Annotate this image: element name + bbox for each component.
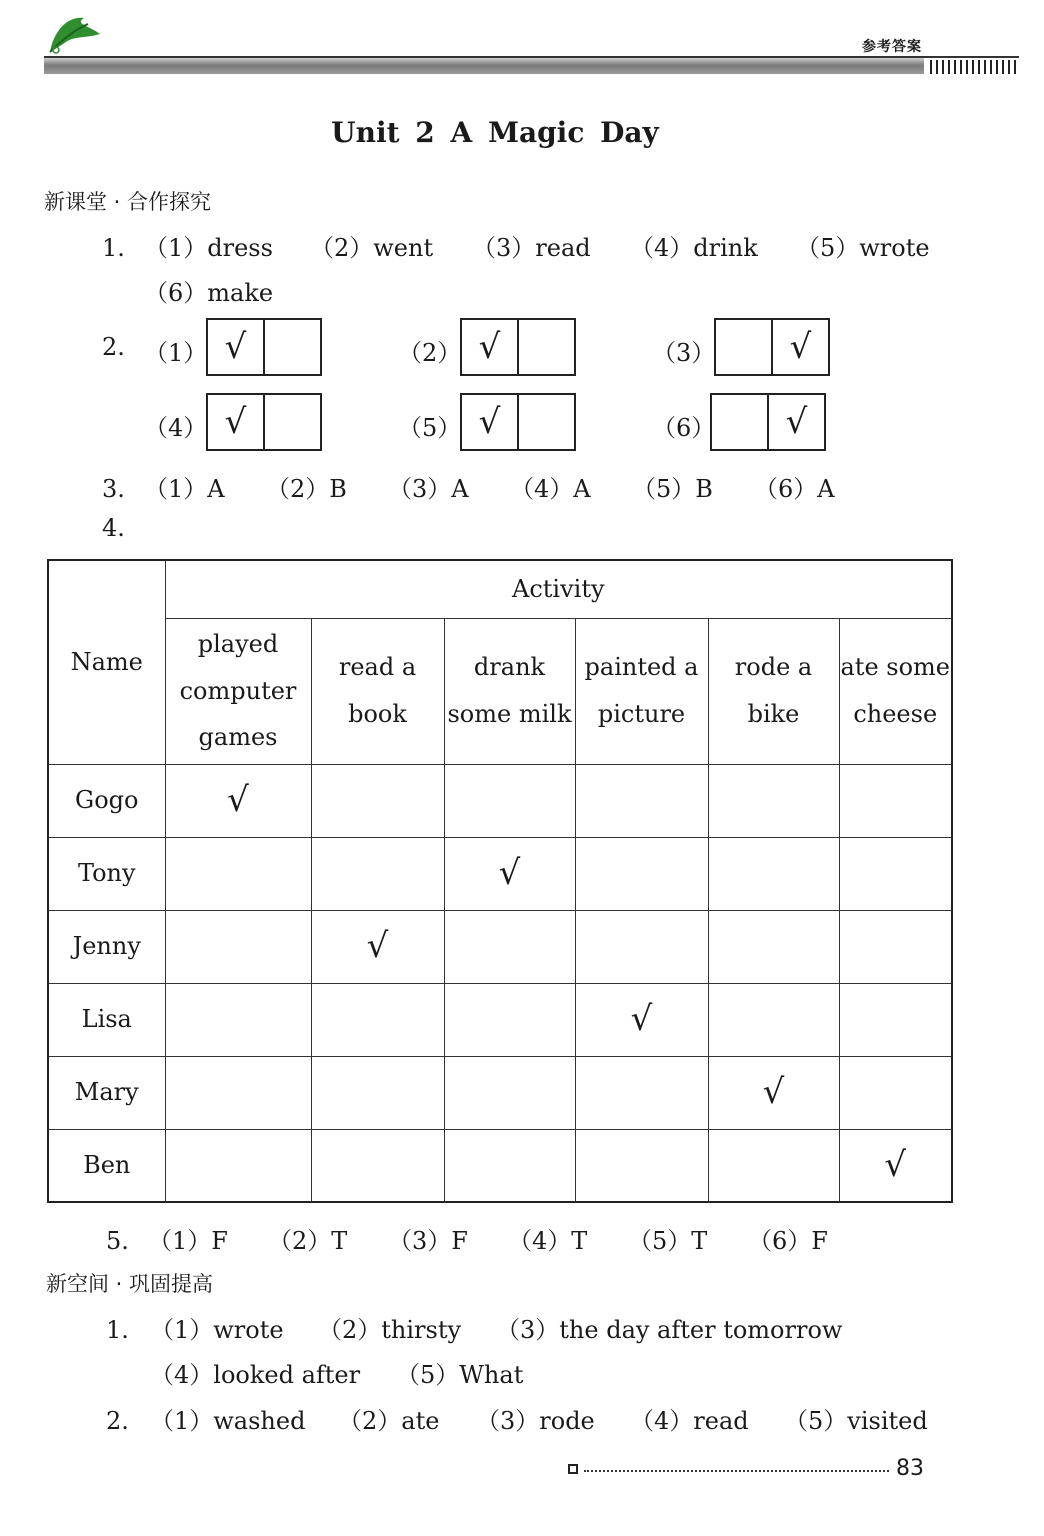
answer-item: （6）make	[144, 279, 274, 307]
row-name: Ben	[48, 1129, 165, 1202]
box-left: √	[208, 395, 265, 449]
table-cell	[575, 1129, 708, 1202]
row-name: Lisa	[48, 983, 165, 1056]
answer-item: （5）What	[396, 1361, 524, 1389]
activity-table	[47, 559, 953, 1203]
page-number: 83	[896, 1456, 924, 1481]
answer-item: （2）B	[266, 475, 347, 503]
s2-q1-line2	[150, 1355, 523, 1390]
s2-q2-line	[106, 1401, 928, 1436]
table-cell	[839, 910, 952, 983]
table-cell	[444, 1129, 575, 1202]
answer-item: （3）F	[388, 1227, 468, 1255]
answer-item: （5）visited	[784, 1407, 928, 1435]
q-number: 1.	[106, 1316, 129, 1344]
q2-label: （2）	[398, 339, 462, 367]
table-cell	[165, 983, 311, 1056]
table-cell	[444, 910, 575, 983]
table-cell	[839, 837, 952, 910]
q2-label: （1）	[144, 339, 208, 367]
tick-mark: √	[165, 764, 311, 837]
answer-item: （5）T	[628, 1227, 708, 1255]
q2-label: （3）	[652, 339, 716, 367]
activity-header: Activity	[165, 560, 952, 618]
table-row	[48, 1056, 952, 1129]
table-cell	[165, 910, 311, 983]
answer-item: （4）read	[630, 1407, 749, 1435]
table-row	[48, 1129, 952, 1202]
q-number: 1.	[102, 234, 125, 262]
tick-mark: √	[708, 1056, 839, 1129]
tick-mark: √	[311, 910, 444, 983]
answer-item: （4）A	[510, 475, 591, 503]
footer-dotted-rule	[584, 1470, 889, 1472]
section-heading-1: 新课堂 · 合作探究	[44, 190, 212, 214]
answer-item: （5）wrote	[796, 234, 930, 262]
activity-col-header: played computer games	[165, 618, 311, 764]
table-cell	[575, 910, 708, 983]
table-cell	[575, 1056, 708, 1129]
answer-item: （1）F	[148, 1227, 228, 1255]
answer-item: （6）F	[748, 1227, 828, 1255]
answer-box	[460, 318, 576, 376]
answer-item: （4）drink	[630, 234, 758, 262]
row-name: Gogo	[48, 764, 165, 837]
table-cell	[575, 837, 708, 910]
table-row	[48, 910, 952, 983]
box-left: √	[208, 320, 265, 374]
answer-item: （5）B	[632, 475, 713, 503]
header-bar	[44, 58, 924, 74]
s1-q5-line	[106, 1221, 828, 1256]
answer-item: （1）washed	[150, 1407, 306, 1435]
section-heading-2: 新空间 · 巩固提高	[46, 1272, 214, 1296]
table-cell	[444, 764, 575, 837]
tick-mark: √	[575, 983, 708, 1056]
q-number: 2.	[106, 1407, 129, 1435]
answer-item: （1）dress	[144, 234, 273, 262]
box-right	[519, 320, 574, 374]
row-name: Tony	[48, 837, 165, 910]
table-cell	[444, 1056, 575, 1129]
answer-item: （2）ate	[338, 1407, 440, 1435]
table-cell	[311, 1056, 444, 1129]
q2-label: （4）	[144, 414, 208, 442]
answer-box	[714, 318, 830, 376]
table-cell	[165, 837, 311, 910]
table-row	[48, 983, 952, 1056]
answer-item: （1）wrote	[150, 1316, 284, 1344]
activity-col-header: ate some cheese	[839, 618, 952, 764]
table-cell	[708, 910, 839, 983]
table-cell	[708, 764, 839, 837]
box-right: √	[785, 402, 808, 442]
answer-box	[206, 393, 322, 451]
answer-item: （4）looked after	[150, 1361, 361, 1389]
header-ticks	[930, 60, 1020, 74]
table-cell	[708, 837, 839, 910]
answer-item: （2）went	[310, 234, 434, 262]
table-cell	[839, 764, 952, 837]
footer-square	[568, 1464, 578, 1474]
answer-box	[206, 318, 322, 376]
activity-col-header: read a book	[311, 618, 444, 764]
header-label: 参考答案	[862, 39, 922, 55]
s1-q1-line1	[102, 228, 930, 263]
activity-col-header: rode a bike	[708, 618, 839, 764]
q-number: 3.	[102, 475, 125, 503]
box-left	[712, 395, 769, 449]
table-cell	[839, 1056, 952, 1129]
q-number: 4.	[102, 514, 125, 542]
table-cell	[708, 1129, 839, 1202]
s1-q3-line	[102, 469, 835, 504]
q-number: 5.	[106, 1227, 129, 1255]
tick-mark: √	[839, 1129, 952, 1202]
box-right	[265, 320, 320, 374]
table-cell	[311, 1129, 444, 1202]
leaf-logo	[44, 8, 104, 56]
table-cell	[839, 983, 952, 1056]
answer-box	[460, 393, 576, 451]
answer-item: （3）rode	[476, 1407, 595, 1435]
activity-col-header: drank some milk	[444, 618, 575, 764]
table-row	[48, 837, 952, 910]
tick-mark: √	[444, 837, 575, 910]
answer-item: （3）read	[472, 234, 591, 262]
row-name: Mary	[48, 1056, 165, 1129]
answer-box	[710, 393, 826, 451]
table-cell	[575, 764, 708, 837]
answer-item: （2）T	[268, 1227, 348, 1255]
box-left	[716, 320, 773, 374]
box-left: √	[462, 395, 519, 449]
table-cell	[311, 764, 444, 837]
name-header: Name	[48, 560, 165, 764]
answer-item: （4）T	[508, 1227, 588, 1255]
s2-q1-line1	[106, 1310, 842, 1345]
answer-item: （1）A	[144, 475, 225, 503]
answer-item: （3）the day after tomorrow	[496, 1316, 843, 1344]
answer-item: （3）A	[388, 475, 469, 503]
page-title: Unit 2 A Magic Day	[331, 116, 659, 149]
q-number: 2.	[102, 333, 125, 361]
q2-label: （6）	[652, 414, 716, 442]
table-cell	[311, 983, 444, 1056]
activity-table-body	[48, 764, 952, 1202]
box-right	[519, 395, 574, 449]
table-cell	[708, 983, 839, 1056]
box-right	[265, 395, 320, 449]
table-row	[48, 764, 952, 837]
table-cell	[444, 983, 575, 1056]
answer-item: （6）A	[754, 475, 835, 503]
q2-label: （5）	[398, 414, 462, 442]
box-left: √	[462, 320, 519, 374]
table-cell	[311, 837, 444, 910]
table-cell	[165, 1129, 311, 1202]
table-cell	[165, 1056, 311, 1129]
row-name: Jenny	[48, 910, 165, 983]
box-right: √	[789, 327, 812, 367]
activity-col-header: painted a picture	[575, 618, 708, 764]
answer-item: （2）thirsty	[318, 1316, 462, 1344]
